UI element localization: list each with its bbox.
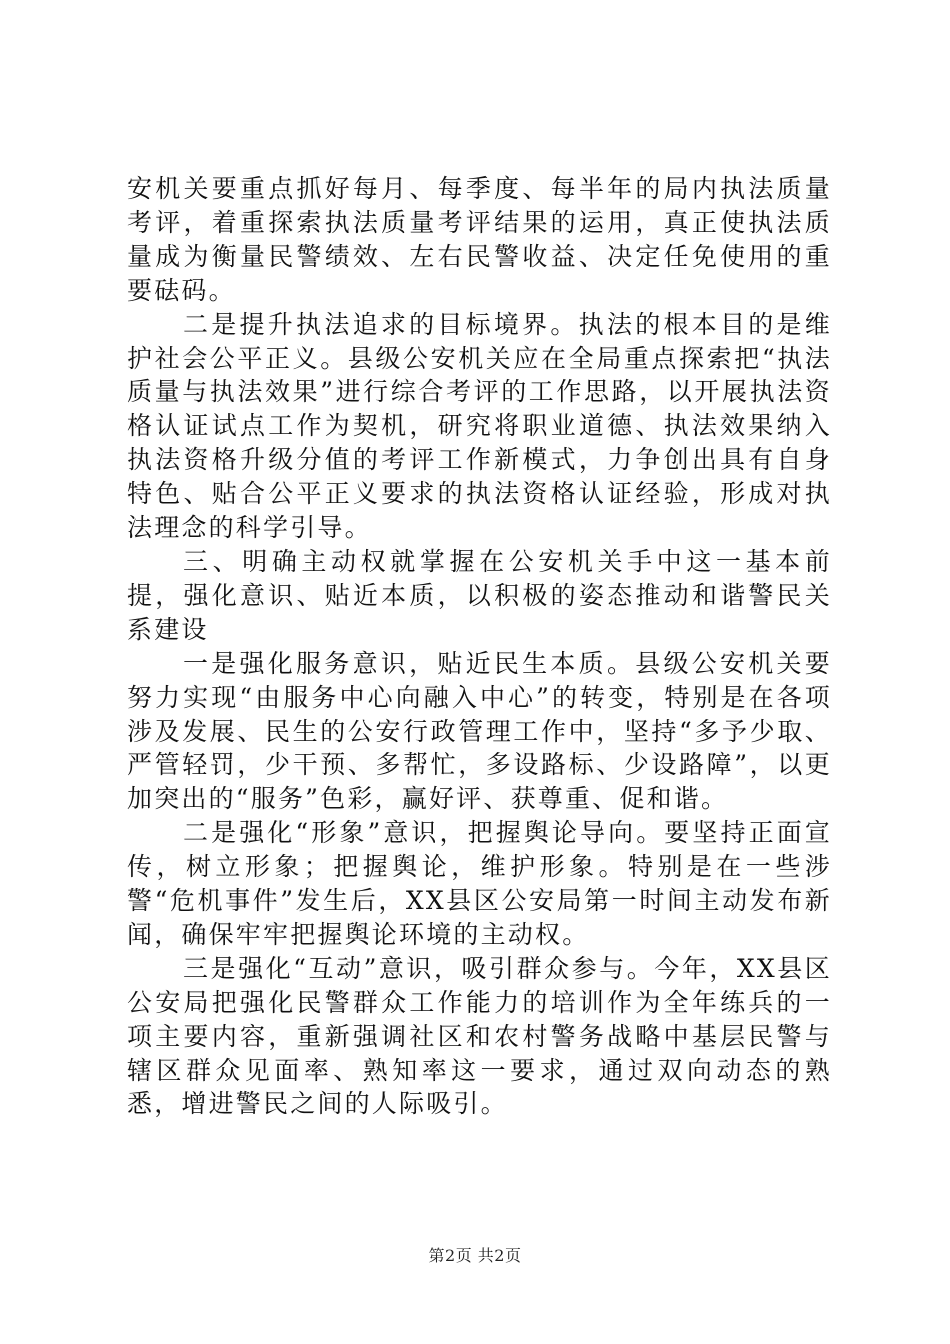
paragraph-3: 三、明确主动权就掌握在公安机关手中这一基本前提，强化意识、贴近本质，以积极的姿态推动和谐警民关系建设: [127, 546, 832, 644]
paragraph-5: 二是强化“形象”意识，把握舆论导向。要坚持正面宣传，树立形象；把握舆论，维护形象。特别是在一些涉警“危机事件”发生后，XX县区公安局第一时间主动发布新闻，确保牢牢把握舆论环境的主动权。: [127, 818, 832, 949]
document-body: [127, 172, 832, 1121]
page-footer: 第2页 共2页: [428, 1246, 522, 1265]
paragraph-1: 安机关要重点抓好每月、每季度、每半年的局内执法质量考评，着重探索执法质量考评结果的运用，真正使执法质量成为衡量民警绩效、左右民警收益、决定任免使用的重要砝码。: [127, 174, 832, 305]
paragraph-6: 三是强化“互动”意识，吸引群众参与。今年，XX县区公安局把强化民警群众工作能力的培训作为全年练兵的一项主要内容，重新强调社区和农村警务战略中基层民警与辖区群众见面率、熟知率这一要求，通过双向动态的熟悉，增进警民之间的人际吸引。: [127, 953, 832, 1119]
paragraph-4: 一是强化服务意识，贴近民生本质。县级公安机关要努力实现“由服务中心向融入中心”的转变，特别是在各项涉及发展、民生的公安行政管理工作中，坚持“多予少取、严管轻罚，少干预、多帮忙，多设路标、少设路障”，以更加突出的“服务”色彩，赢好评、获尊重、促和谐。: [127, 648, 832, 814]
paragraph-2: 二是提升执法追求的目标境界。执法的根本目的是维护社会公平正义。县级公安机关应在全局重点探索把“执法质量与执法效果”进行综合考评的工作思路，以开展执法资格认证试点工作为契机，研究将职业道德、执法效果纳入执法资格升级分值的考评工作新模式，力争创出具有自身特色、贴合公平正义要求的执法资格认证经验，形成对执法理念的科学引导。: [127, 309, 832, 543]
